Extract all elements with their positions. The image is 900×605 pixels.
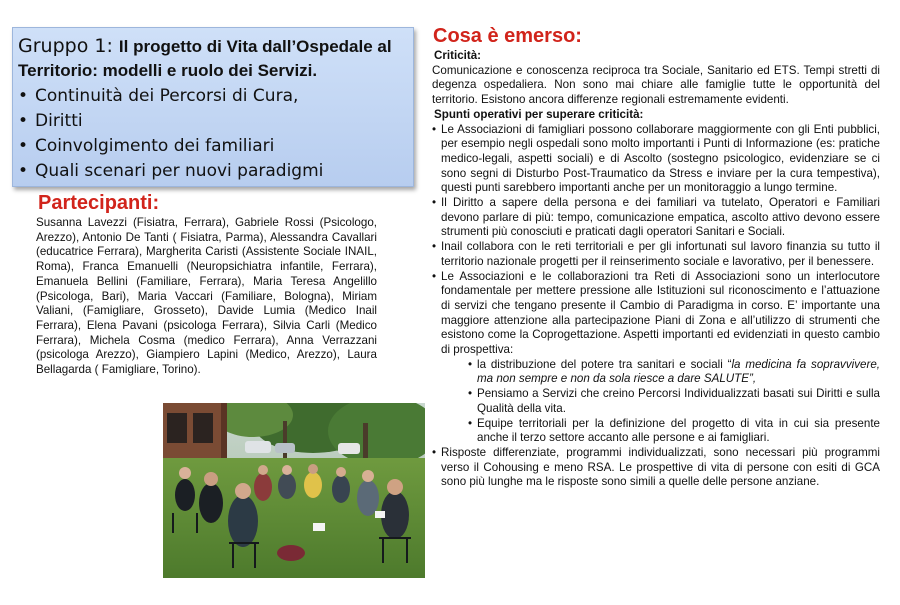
spunti-bullet: • Le Associazioni di famigliari possono collaborare maggiormente con gli Enti pubblici, per esempio negli ospedali sono molto importanti i Punti di Informazione (es: pratiche medico-legali, aspetti sociali) e di Ascolto (sostegno psicologico, evidenziare se ci sono segni di Disturbo Post-Traumatico da Stress e inviare per la cura tempestiva), questi punti sarebbero importanti anche per un monitoraggio a lungo termine. — [432, 123, 880, 197]
emerged-content — [432, 49, 880, 490]
participants-text: Susanna Lavezzi (Fisiatra, Ferrara), Gabriele Rossi (Psicologo, Arezzo), Antonio De Tanti ( Fisiatra, Parma), Alessandra Cavallari (educatrice Ferrara), Margherita Caristi (Assistente Sociale INAIL, Roma), Franca Emanuelli (Neuropsichiatra infantile, Ferrara), Emanuela Bellini (Familiare, Ferrara), Maria Teresa Angelillo (Psicologa, Bari), Maria Vaccari (Familiare, Bologna), Miriam Valiani, (Famigliare, Grosseto), Davide Lumia (Medico Inail Ferrara), Elena Pavani (psicologa Ferrara), Silvia Carli (Medico Ferrara), Michela Cosma (medico Ferrara), Anna Verrazzani (psicologa Arezzo), Giampiero Lapini (Medico, Arezzo), Laura Bellagarda ( Famigliare, Torino). — [36, 216, 377, 377]
sub-bullet — [432, 358, 880, 387]
group-topic: • Quali scenari per nuovi paradigmi — [18, 159, 409, 184]
sub-bullet-quote: la medicina fa sopravvivere, ma non sempre e non da sola riesce a dare SALUTE”, — [477, 357, 880, 386]
criticita-label: Criticità: — [434, 49, 482, 62]
sub-bullet: • Equipe territoriali per la definizione del progetto di vita in cui sia presente anche il terzo settore accanto alle persone e ai famigliari. — [432, 417, 880, 446]
group-topic: • Coinvolgimento dei familiari — [18, 134, 409, 159]
sub-bullet-plain: la distribuzione del potere tra sanitari e sociali “ — [477, 357, 732, 371]
spunti-bullet: • Il Diritto a sapere della persona e dei familiari va tutelato, Operatori e Familiari devono parlare di più: tempo, comunicazione empatica, ascolto attivo devono essere strumenti più conosciuti e praticati dagli operatori Sanitari e Sociali. — [432, 196, 880, 240]
group-title-project: Il progetto di Vita dall’Ospedale al Territorio: modelli e ruolo dei Servizi. — [18, 37, 392, 80]
group-title — [18, 34, 409, 83]
group-title-prefix: Gruppo 1: — [18, 35, 119, 57]
final-bullet: • Risposte differenziate, programmi individualizzati, sono necessari più programmi verso il Cohousing e meno RSA. Le prospettive di vita di persone con esiti di GCA sono più lunghe ma le risposte sono simili a quelle delle persone anziane. — [432, 446, 880, 490]
participants-heading: Partecipanti: — [38, 192, 160, 214]
spunti-bullet: • Le Associazioni e le collaborazioni tra Reti di Associazioni sono un interlocutore fondamentale per mettere pressione alle Istituzioni sul riconoscimento e l’attuazione di servizi che tengano presente il Cambio di Paradigma in corso. E’ importante una maggiore attenzione alla partecipazione Piani di Zona e all’utilizzo di strumenti che esistono come la Coprogettazione. Aspetti importanti ed evidenziati in questo cambio di prospettiva: — [432, 270, 880, 358]
spunti-label: Spunti operativi per superare criticità: — [434, 107, 644, 121]
criticita-paragraph: Comunicazione e conoscenza reciproca tra Sociale, Sanitario ed ETS. Tempi stretti di degenza ospedaliera. Non sono mai chiare alle famiglie tutte le opportunità del territorio. Esistono ancora differenze regionali estremamente evidenti. — [432, 63, 880, 107]
group-topic: • Continuità dei Percorsi di Cura, — [18, 84, 409, 109]
group-meeting-photo — [163, 403, 425, 578]
group-box — [12, 27, 414, 187]
emerged-heading: Cosa è emerso: — [433, 25, 582, 47]
meeting-photo-illustration — [163, 403, 425, 578]
criticita-text — [432, 64, 880, 108]
sub-bullet: • Pensiamo a Servizi che creino Percorsi Individualizzati basati sui Diritti e sulla Qualità della vita. — [432, 387, 880, 416]
group-topic: • Diritti — [18, 109, 409, 134]
group-topic-list — [18, 84, 409, 184]
spunti-bullet: • Inail collabora con le reti territoriali e per gli infortunati sul lavoro finanzia su tutto il territorio nazionale progetti per il reinserimento sociale e lavorativo, per il benessere. — [432, 240, 880, 269]
